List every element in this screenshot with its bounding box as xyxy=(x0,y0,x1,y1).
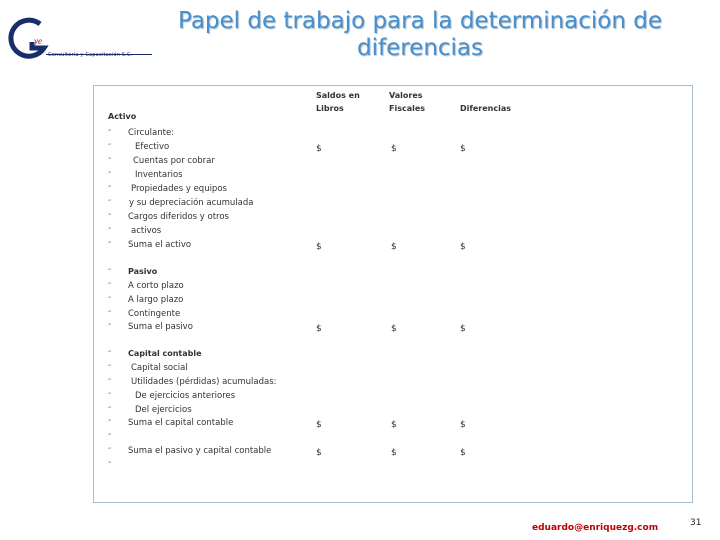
currency-cell: $ xyxy=(460,144,466,154)
company-logo xyxy=(4,14,154,66)
bullet-icon: ” xyxy=(108,268,112,275)
column-header-fiscales: Valores Fiscales xyxy=(389,91,426,113)
bullet-icon: ” xyxy=(108,296,112,303)
row-label: Suma el activo xyxy=(128,240,192,250)
bullet-icon: ” xyxy=(108,378,112,385)
bullet-icon: ” xyxy=(108,185,112,192)
slide-title: Papel de trabajo para la determinación de diferencias xyxy=(177,8,662,61)
bullet-icon: ” xyxy=(108,392,112,399)
row-label: Pasivo xyxy=(128,267,158,276)
contact-email[interactable]: eduardo@enriquezg.com xyxy=(532,523,659,533)
bullet-icon: ” xyxy=(108,323,112,330)
bullet-icon: ” xyxy=(108,241,112,248)
currency-cell: $ xyxy=(391,420,397,430)
row-label: Utilidades (pérdidas) acumuladas: xyxy=(131,377,277,387)
bullet-icon: ” xyxy=(108,227,112,234)
bullet-icon: ” xyxy=(108,350,112,357)
row-label: Capital contable xyxy=(128,349,202,358)
currency-cell: $ xyxy=(391,324,397,334)
currency-cell: $ xyxy=(391,242,397,252)
row-label: activos xyxy=(131,226,162,236)
currency-cell: $ xyxy=(316,324,322,334)
row-label: A corto plazo xyxy=(128,281,184,291)
column-header-libros: Saldos en Libros xyxy=(316,91,360,113)
bullet-icon: ” xyxy=(108,199,112,206)
row-label: Cargos diferidos y otros xyxy=(128,212,229,222)
bullet-icon: ” xyxy=(108,447,112,454)
bullet-icon: ” xyxy=(108,282,112,289)
currency-cell: $ xyxy=(460,242,466,252)
bullet-icon: ” xyxy=(108,461,112,468)
currency-cell: $ xyxy=(460,448,466,458)
logo-subtitle: Consultoría y Capacitación S.C. xyxy=(48,52,133,58)
row-label: De ejercicios anteriores xyxy=(135,391,236,401)
currency-cell: $ xyxy=(460,420,466,430)
bullet-icon: ” xyxy=(108,129,112,136)
row-label: Suma el pasivo xyxy=(128,322,193,332)
bullet-icon: ” xyxy=(108,433,112,440)
page-number: 31 xyxy=(690,518,702,528)
row-label: Del ejercicios xyxy=(135,405,192,415)
bullet-icon: ” xyxy=(108,310,112,317)
bullet-icon: ” xyxy=(108,171,112,178)
row-label: y su depreciación acumulada xyxy=(129,198,254,208)
bullet-icon: ” xyxy=(108,143,112,150)
row-label: Circulante: xyxy=(128,128,175,138)
currency-cell: $ xyxy=(316,420,322,430)
currency-cell: $ xyxy=(391,448,397,458)
currency-cell: $ xyxy=(316,448,322,458)
row-label: Cuentas por cobrar xyxy=(133,156,215,166)
currency-cell: $ xyxy=(316,144,322,154)
row-label: Inventarios xyxy=(135,170,183,180)
svg-text:ye: ye xyxy=(34,36,42,46)
bullet-icon: ” xyxy=(108,419,112,426)
bullet-icon: ” xyxy=(108,406,112,413)
row-label: Propiedades y equipos xyxy=(131,184,227,194)
row-label: A largo plazo xyxy=(128,295,184,305)
bullet-icon: ” xyxy=(108,364,112,371)
currency-cell: $ xyxy=(316,242,322,252)
row-label: Activo xyxy=(108,112,137,121)
row-label: Suma el pasivo y capital contable xyxy=(128,446,272,456)
bullet-icon: ” xyxy=(108,157,112,164)
row-label: Suma el capital contable xyxy=(128,418,234,428)
column-header-diferencias: Diferencias xyxy=(460,104,511,113)
currency-cell: $ xyxy=(460,324,466,334)
row-label: Capital social xyxy=(131,363,188,373)
row-label: Contingente xyxy=(128,309,181,319)
row-label: Efectivo xyxy=(135,142,170,152)
bullet-icon: ” xyxy=(108,213,112,220)
currency-cell: $ xyxy=(391,144,397,154)
